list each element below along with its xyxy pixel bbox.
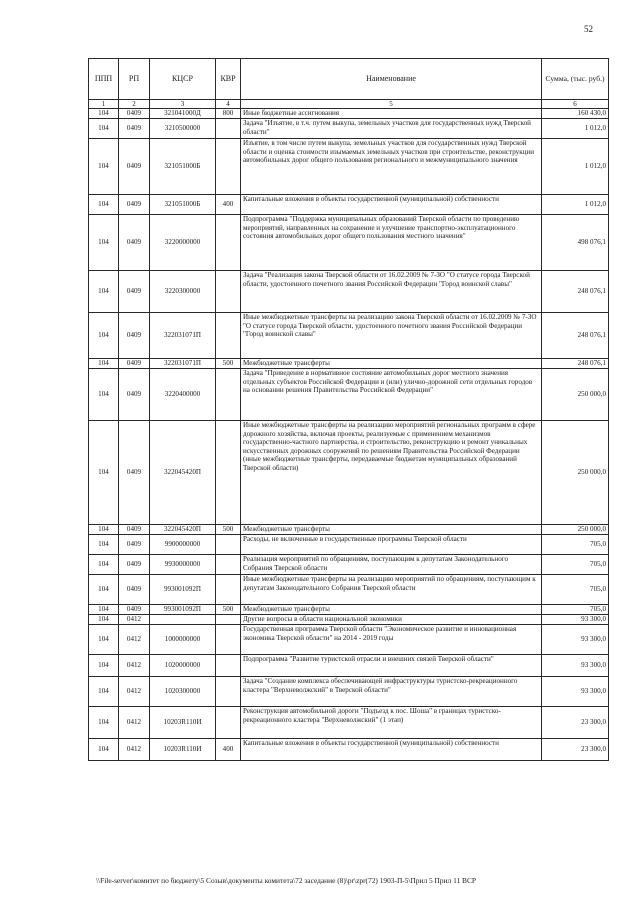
table-row	[89, 421, 609, 525]
kvr-cell	[216, 677, 241, 707]
kvr-cell	[216, 575, 241, 605]
kcsr-cell: 321051000Б	[150, 195, 216, 215]
name-cell: Капитальные вложения в объекты государственной (муниципальной) собственности	[241, 195, 542, 215]
header-rp: РП	[119, 59, 150, 100]
ppp-cell: 104	[89, 655, 119, 677]
ppp-cell: 104	[89, 739, 119, 761]
name-cell: Межбюджетные трансферты	[241, 525, 542, 535]
kcsr-cell: 322045420П	[150, 421, 216, 525]
ppp-cell: 104	[89, 119, 119, 139]
sum-cell: 250 000,0	[542, 369, 609, 421]
budget-table	[88, 58, 609, 761]
name-cell: Государственная программа Тверской области "Экономическое развитие и инновационная экономика Тверской области" на 2014 - 2019 годы	[241, 625, 542, 655]
sum-cell: 498 076,1	[542, 215, 609, 271]
kcsr-cell: 322031071П	[150, 313, 216, 359]
sum-cell: 23 300,0	[542, 707, 609, 739]
kcsr-cell: 322045420П	[150, 525, 216, 535]
kvr-cell	[216, 271, 241, 313]
name-cell: Иные межбюджетные трансферты на реализацию закона Тверской области от 16.02.2009 № 7-ЗО "О статусе города Тверской области, удостоенного почетного звания Российской Федерации "Город воинской славы"	[241, 313, 542, 359]
ppp-cell: 104	[89, 625, 119, 655]
name-cell: Задача "Изъятие, в т.ч. путем выкупа, земельных участков для государственных нужд Тверской области"	[241, 119, 542, 139]
kcsr-cell: 10203R110И	[150, 707, 216, 739]
sum-cell: 1 012,0	[542, 139, 609, 195]
rp-cell: 0412	[119, 707, 150, 739]
table-row	[89, 119, 609, 139]
sum-cell: 705,0	[542, 555, 609, 575]
kcsr-cell: 3220000000	[150, 215, 216, 271]
name-cell: Иные межбюджетные трансферты на реализацию мероприятий по обращениям, поступающим к депутатам Законодательного Собрания Тверской области	[241, 575, 542, 605]
kcsr-cell	[150, 615, 216, 625]
ppp-cell: 104	[89, 109, 119, 119]
column-number: 2	[119, 100, 150, 109]
kcsr-cell: 1020300000	[150, 677, 216, 707]
rp-cell: 0409	[119, 215, 150, 271]
rp-cell: 0409	[119, 369, 150, 421]
ppp-cell: 104	[89, 615, 119, 625]
kcsr-cell: 993001092П	[150, 605, 216, 615]
name-cell: Реализация мероприятий по обращениям, поступающим к депутатам Законодательного Собрания Тверской области	[241, 555, 542, 575]
rp-cell: 0409	[119, 119, 150, 139]
column-number: 3	[150, 100, 216, 109]
kvr-cell	[216, 369, 241, 421]
header-ppp: ППП	[89, 59, 119, 100]
sum-cell: 93 300,0	[542, 615, 609, 625]
rp-cell: 0412	[119, 625, 150, 655]
table-row	[89, 677, 609, 707]
ppp-cell: 104	[89, 215, 119, 271]
sum-cell: 705,0	[542, 575, 609, 605]
kcsr-cell: 321051000Б	[150, 139, 216, 195]
header-kcsr: КЦСР	[150, 59, 216, 100]
rp-cell: 0409	[119, 535, 150, 555]
table-row	[89, 109, 609, 119]
table-row	[89, 195, 609, 215]
name-cell: Подпрограмма "Развитие туристской отрасли и внешних связей Тверской области"	[241, 655, 542, 677]
table-row	[89, 535, 609, 555]
sum-cell: 250 000,0	[542, 421, 609, 525]
page-number: 52	[584, 24, 593, 34]
table-row	[89, 625, 609, 655]
table-row	[89, 369, 609, 421]
ppp-cell: 104	[89, 421, 119, 525]
rp-cell: 0412	[119, 739, 150, 761]
name-cell: Расходы, не включенные в государственные программы Тверской области	[241, 535, 542, 555]
rp-cell: 0412	[119, 655, 150, 677]
kcsr-cell: 321041000Д	[150, 109, 216, 119]
ppp-cell: 104	[89, 555, 119, 575]
rp-cell: 0409	[119, 555, 150, 575]
kcsr-cell: 322031071П	[150, 359, 216, 369]
kvr-cell: 800	[216, 109, 241, 119]
column-number: 5	[241, 100, 542, 109]
sum-cell: 93 300,0	[542, 655, 609, 677]
name-cell: Задача "Реализация закона Тверской области от 16.02.2009 № 7-ЗО "О статусе города Тверской области, удостоенного почетного звания Российской Федерации "Город воинской славы"	[241, 271, 542, 313]
kvr-cell	[216, 625, 241, 655]
table-row	[89, 707, 609, 739]
kcsr-cell: 10203R110И	[150, 739, 216, 761]
kcsr-cell: 3220400000	[150, 369, 216, 421]
rp-cell: 0409	[119, 525, 150, 535]
sum-cell: 705,0	[542, 535, 609, 555]
ppp-cell: 104	[89, 271, 119, 313]
sum-cell: 248 076,1	[542, 359, 609, 369]
table-row	[89, 739, 609, 761]
table-row	[89, 555, 609, 575]
sum-cell: 160 430,0	[542, 109, 609, 119]
column-number: 6	[542, 100, 609, 109]
ppp-cell: 104	[89, 707, 119, 739]
rp-cell: 0412	[119, 677, 150, 707]
sum-cell: 705,0	[542, 605, 609, 615]
name-cell: Иные бюджетные ассигнования	[241, 109, 542, 119]
name-cell: Межбюджетные трансферты	[241, 359, 542, 369]
name-cell: Другие вопросы в области национальной экономики	[241, 615, 542, 625]
name-cell: Изъятие, в том числе путем выкупа, земельных участков для государственных нужд Тверской области и оценка стоимости изымаемых земельных участков при строительстве, реконструкции автомобильных дорог общего пользования регионального и межмуниципального значения	[241, 139, 542, 195]
sum-cell: 248 076,1	[542, 313, 609, 359]
kcsr-cell: 993001092П	[150, 575, 216, 605]
name-cell: Задача "Создание комплекса обеспечивающей инфраструктуры туристско-рекреационного кластера "Верхневолжский" в Тверской области"	[241, 677, 542, 707]
sum-cell: 1 012,0	[542, 119, 609, 139]
kvr-cell	[216, 535, 241, 555]
name-cell: Задача "Приведение в нормативное состояние автомобильных дорог местного значения отдельных субъектов Российской Федерации и (или) улично-дорожной сети отдельных городов на основании решения Правительства Российской Федерации"	[241, 369, 542, 421]
ppp-cell: 104	[89, 369, 119, 421]
ppp-cell: 104	[89, 139, 119, 195]
kvr-cell	[216, 139, 241, 195]
name-cell: Межбюджетные трансферты	[241, 605, 542, 615]
sum-cell: 1 012,0	[542, 195, 609, 215]
kcsr-cell: 9900000000	[150, 535, 216, 555]
table-row	[89, 271, 609, 313]
kvr-cell: 500	[216, 605, 241, 615]
ppp-cell: 104	[89, 605, 119, 615]
ppp-cell: 104	[89, 677, 119, 707]
rp-cell: 0409	[119, 109, 150, 119]
rp-cell: 0409	[119, 421, 150, 525]
name-cell: Иные межбюджетные трансферты на реализацию мероприятий региональных программ в сфере дорожного хозяйства, включая проекты, реализуемые с применением механизмов государственно-частного партнерства, и строительство, реконструкцию и ремонт уникальных искусственных дорожных сооружений по решениям Правительства Российской Федерации (иные межбюджетные трансферты, передаваемые бюджетам муниципальных образований Тверской области)	[241, 421, 542, 525]
header-kvr: КВР	[216, 59, 241, 100]
kvr-cell: 400	[216, 739, 241, 761]
table-row	[89, 359, 609, 369]
sum-cell: 23 300,0	[542, 739, 609, 761]
table-row	[89, 525, 609, 535]
column-number-row	[89, 100, 609, 109]
sum-cell: 93 300,0	[542, 625, 609, 655]
sum-cell: 248 076,1	[542, 271, 609, 313]
sum-cell: 250 000,0	[542, 525, 609, 535]
rp-cell: 0409	[119, 313, 150, 359]
kcsr-cell: 3220300000	[150, 271, 216, 313]
column-number: 1	[89, 100, 119, 109]
table-row	[89, 575, 609, 605]
kvr-cell	[216, 615, 241, 625]
kvr-cell: 400	[216, 195, 241, 215]
kvr-cell	[216, 215, 241, 271]
kcsr-cell: 1000000000	[150, 625, 216, 655]
rp-cell: 0412	[119, 615, 150, 625]
header-sum: Сумма, (тыс. руб.)	[542, 59, 609, 100]
name-cell: Капитальные вложения в объекты государственной (муниципальной) собственности	[241, 739, 542, 761]
rp-cell: 0409	[119, 575, 150, 605]
kvr-cell	[216, 313, 241, 359]
kcsr-cell: 3210500000	[150, 119, 216, 139]
rp-cell: 0409	[119, 605, 150, 615]
table-row	[89, 313, 609, 359]
kvr-cell: 500	[216, 525, 241, 535]
table-row	[89, 139, 609, 195]
table-row	[89, 655, 609, 677]
footer-file-path: \\File-server\комитет по бюджету\5 Созыв\документы комитета\72 заседание (8)\pr\zpr(72) 1903-П-5\Прил 5 Прил 11 ВСР	[96, 876, 477, 885]
table-row	[89, 215, 609, 271]
sum-cell: 93 300,0	[542, 677, 609, 707]
rp-cell: 0409	[119, 271, 150, 313]
table-row	[89, 615, 609, 625]
ppp-cell: 104	[89, 313, 119, 359]
ppp-cell: 104	[89, 195, 119, 215]
rp-cell: 0409	[119, 195, 150, 215]
rp-cell: 0409	[119, 359, 150, 369]
kcsr-cell: 1020000000	[150, 655, 216, 677]
ppp-cell: 104	[89, 525, 119, 535]
kcsr-cell: 9930000000	[150, 555, 216, 575]
kvr-cell	[216, 655, 241, 677]
table-header-row	[89, 59, 609, 100]
name-cell: Реконструкция автомобильной дороги "Подъезд к пос. Шоша" в границах туристско-рекреационного кластера "Верхневолжский" (1 этап)	[241, 707, 542, 739]
table-row	[89, 605, 609, 615]
name-cell: Подпрограмма "Поддержка муниципальных образований Тверской области по проведению мероприятий, направленных на сохранение и улучшение транспортно-эксплуатационного состояния автомобильных дорог общего пользования местного значения"	[241, 215, 542, 271]
rp-cell: 0409	[119, 139, 150, 195]
column-number: 4	[216, 100, 241, 109]
kvr-cell	[216, 707, 241, 739]
ppp-cell: 104	[89, 359, 119, 369]
kvr-cell	[216, 555, 241, 575]
kvr-cell	[216, 119, 241, 139]
kvr-cell	[216, 421, 241, 525]
ppp-cell: 104	[89, 575, 119, 605]
header-name: Наименование	[241, 59, 542, 100]
ppp-cell: 104	[89, 535, 119, 555]
kvr-cell: 500	[216, 359, 241, 369]
